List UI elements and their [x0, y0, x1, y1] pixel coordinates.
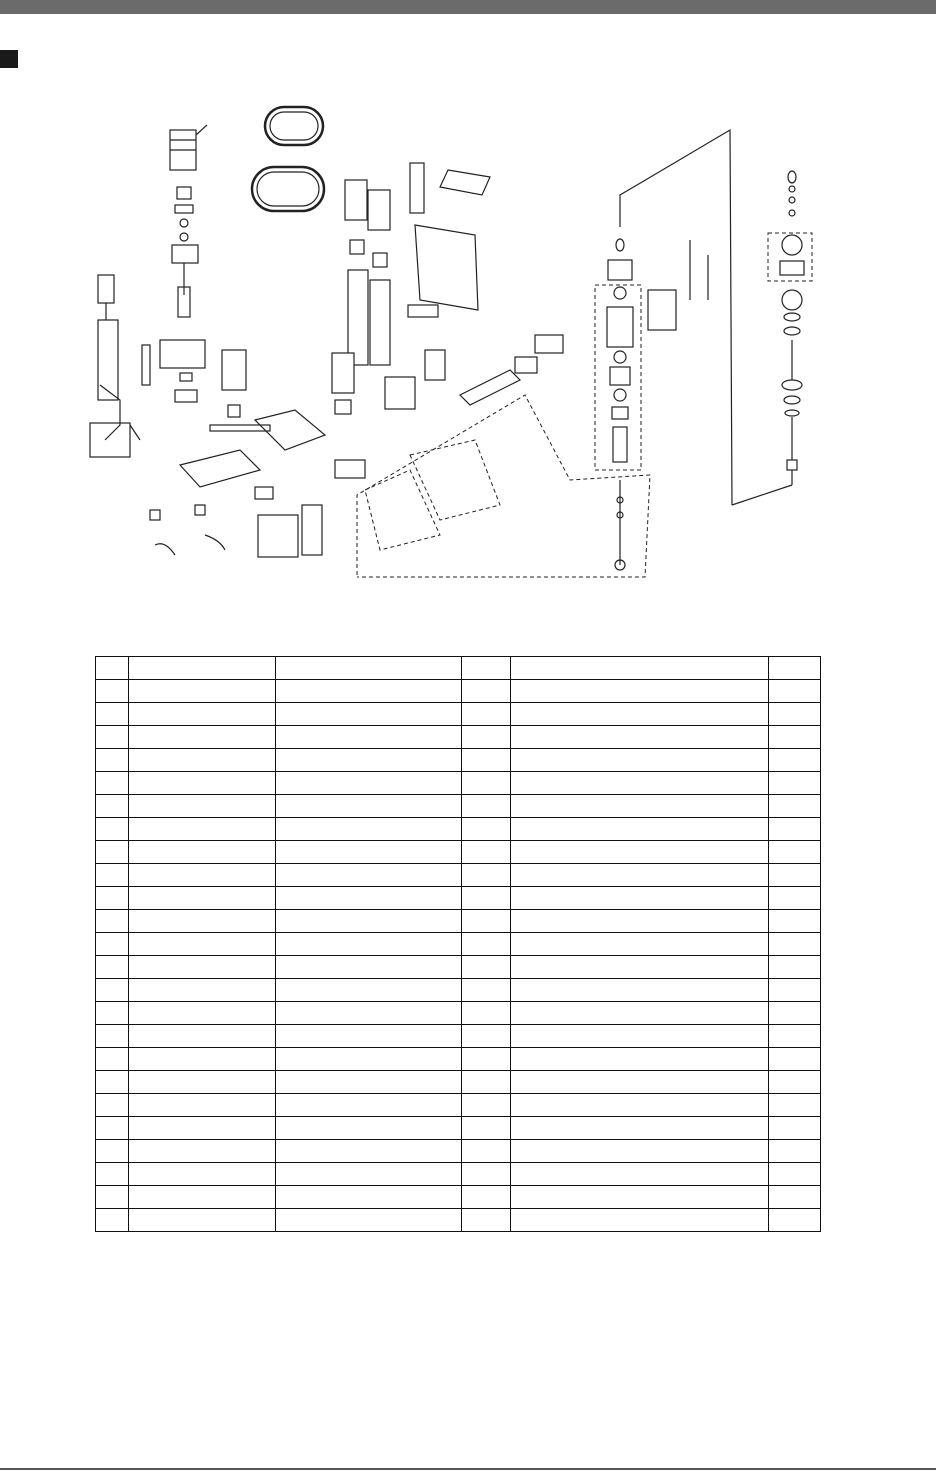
table-cell	[129, 1140, 276, 1163]
table-cell	[511, 726, 769, 749]
table-row	[96, 726, 821, 749]
table-cell	[96, 1002, 129, 1025]
table-row	[96, 1186, 821, 1209]
table-cell	[462, 1025, 511, 1048]
table-cell	[129, 841, 276, 864]
table-cell	[511, 910, 769, 933]
table-cell	[129, 1117, 276, 1140]
table-cell	[462, 657, 511, 680]
table-cell	[276, 1209, 462, 1232]
table-cell	[769, 749, 821, 772]
table-cell	[511, 818, 769, 841]
table-cell	[129, 818, 276, 841]
table-cell	[769, 703, 821, 726]
table-cell	[129, 795, 276, 818]
table-row	[96, 818, 821, 841]
table-cell	[769, 680, 821, 703]
table-cell	[276, 749, 462, 772]
table-cell	[462, 841, 511, 864]
footer-rule	[0, 1468, 936, 1470]
table-cell	[129, 887, 276, 910]
table-cell	[462, 795, 511, 818]
table-cell	[769, 841, 821, 864]
table-row	[96, 1117, 821, 1140]
table-cell	[129, 1094, 276, 1117]
table-cell	[96, 795, 129, 818]
table-cell	[769, 1002, 821, 1025]
table-cell	[511, 657, 769, 680]
table-row	[96, 933, 821, 956]
table-cell	[462, 1048, 511, 1071]
table-cell	[769, 1048, 821, 1071]
table-row	[96, 1071, 821, 1094]
table-cell	[462, 933, 511, 956]
table-cell	[276, 818, 462, 841]
table-cell	[769, 933, 821, 956]
table-cell	[769, 657, 821, 680]
table-cell	[129, 910, 276, 933]
table-cell	[129, 1163, 276, 1186]
table-cell	[276, 1186, 462, 1209]
table-cell	[129, 933, 276, 956]
table-cell	[96, 1025, 129, 1048]
table-cell	[769, 795, 821, 818]
table-cell	[96, 933, 129, 956]
table-cell	[769, 979, 821, 1002]
table-cell	[129, 1186, 276, 1209]
table-cell	[462, 1117, 511, 1140]
table-cell	[96, 1209, 129, 1232]
table-cell	[462, 1071, 511, 1094]
table-cell	[276, 1163, 462, 1186]
table-cell	[129, 726, 276, 749]
table-row	[96, 657, 821, 680]
table-cell	[96, 1094, 129, 1117]
table-cell	[511, 680, 769, 703]
table-cell	[769, 910, 821, 933]
table-cell	[129, 956, 276, 979]
table-cell	[96, 1186, 129, 1209]
table-cell	[769, 818, 821, 841]
table-row	[96, 795, 821, 818]
table-cell	[511, 979, 769, 1002]
table-cell	[769, 1140, 821, 1163]
table-cell	[511, 1117, 769, 1140]
table-cell	[129, 1025, 276, 1048]
table-cell	[276, 979, 462, 1002]
table-cell	[769, 772, 821, 795]
table-row	[96, 887, 821, 910]
table-cell	[511, 1163, 769, 1186]
table-cell	[276, 795, 462, 818]
table-cell	[276, 680, 462, 703]
table-cell	[511, 864, 769, 887]
table-row	[96, 1025, 821, 1048]
table-cell	[511, 1209, 769, 1232]
table-cell	[96, 956, 129, 979]
table-cell	[769, 1071, 821, 1094]
table-row	[96, 979, 821, 1002]
table-row	[96, 1163, 821, 1186]
table-cell	[769, 887, 821, 910]
table-cell	[511, 795, 769, 818]
table-row	[96, 749, 821, 772]
table-cell	[462, 979, 511, 1002]
table-cell	[96, 1071, 129, 1094]
table-cell	[129, 772, 276, 795]
table-row	[96, 680, 821, 703]
table-cell	[511, 1186, 769, 1209]
table-row	[96, 1002, 821, 1025]
table-cell	[769, 1163, 821, 1186]
table-cell	[96, 749, 129, 772]
table-row	[96, 772, 821, 795]
table-cell	[276, 1002, 462, 1025]
table-cell	[276, 1048, 462, 1071]
table-cell	[462, 1186, 511, 1209]
table-cell	[511, 841, 769, 864]
table-cell	[96, 1140, 129, 1163]
table-cell	[96, 772, 129, 795]
table-cell	[96, 680, 129, 703]
table-cell	[769, 1025, 821, 1048]
table-cell	[511, 1048, 769, 1071]
table-cell	[511, 772, 769, 795]
table-cell	[129, 979, 276, 1002]
table-cell	[276, 841, 462, 864]
table-cell	[96, 887, 129, 910]
table-row	[96, 864, 821, 887]
table-row	[96, 703, 821, 726]
table-cell	[511, 1140, 769, 1163]
table-cell	[129, 864, 276, 887]
table-cell	[129, 657, 276, 680]
table-cell	[769, 1209, 821, 1232]
table-row	[96, 910, 821, 933]
table-cell	[462, 910, 511, 933]
table-cell	[96, 726, 129, 749]
table-cell	[511, 1094, 769, 1117]
table-cell	[276, 1094, 462, 1117]
exploded-parts-diagram	[80, 95, 860, 595]
table-cell	[511, 1002, 769, 1025]
table-cell	[276, 772, 462, 795]
table-cell	[511, 933, 769, 956]
table-row	[96, 1048, 821, 1071]
table-cell	[276, 1071, 462, 1094]
table-cell	[96, 864, 129, 887]
table-cell	[276, 956, 462, 979]
table-row	[96, 1209, 821, 1232]
table-cell	[276, 933, 462, 956]
table-cell	[511, 956, 769, 979]
table-cell	[276, 726, 462, 749]
table-cell	[462, 703, 511, 726]
table-cell	[769, 1094, 821, 1117]
table-cell	[462, 818, 511, 841]
table-cell	[276, 657, 462, 680]
table-cell	[129, 1209, 276, 1232]
table-cell	[96, 818, 129, 841]
table-cell	[769, 1117, 821, 1140]
table-cell	[462, 1094, 511, 1117]
table-cell	[769, 726, 821, 749]
table-row	[96, 1094, 821, 1117]
table-cell	[96, 1163, 129, 1186]
table-row	[96, 956, 821, 979]
table-cell	[276, 703, 462, 726]
table-cell	[276, 1025, 462, 1048]
table-cell	[276, 910, 462, 933]
table-cell	[462, 726, 511, 749]
table-cell	[462, 1140, 511, 1163]
table-cell	[276, 1117, 462, 1140]
table-cell	[276, 864, 462, 887]
table-cell	[462, 772, 511, 795]
table-cell	[462, 864, 511, 887]
table-cell	[129, 703, 276, 726]
motor-left-top	[170, 125, 207, 170]
table-cell	[769, 864, 821, 887]
parts-table-body	[96, 657, 821, 1232]
section-marker	[0, 50, 18, 68]
table-cell	[511, 1071, 769, 1094]
table-cell	[511, 1025, 769, 1048]
table-cell	[769, 956, 821, 979]
table-cell	[96, 703, 129, 726]
table-cell	[276, 1140, 462, 1163]
table-cell	[96, 1048, 129, 1071]
table-cell	[129, 749, 276, 772]
table-cell	[129, 1002, 276, 1025]
table-cell	[462, 680, 511, 703]
table-cell	[462, 749, 511, 772]
table-cell	[276, 887, 462, 910]
table-cell	[129, 680, 276, 703]
table-cell	[96, 1117, 129, 1140]
table-cell	[462, 1163, 511, 1186]
table-cell	[511, 703, 769, 726]
belt-upper	[265, 107, 323, 145]
table-cell	[96, 979, 129, 1002]
table-row	[96, 841, 821, 864]
table-cell	[769, 1186, 821, 1209]
table-cell	[96, 841, 129, 864]
parts-table	[95, 656, 821, 1232]
table-row	[96, 1140, 821, 1163]
table-cell	[511, 749, 769, 772]
table-cell	[462, 1209, 511, 1232]
table-cell	[129, 1048, 276, 1071]
table-cell	[96, 910, 129, 933]
table-cell	[462, 887, 511, 910]
table-cell	[129, 1071, 276, 1094]
belt-lower	[252, 167, 324, 211]
table-cell	[462, 1002, 511, 1025]
table-cell	[462, 956, 511, 979]
header-bar	[0, 0, 936, 14]
table-cell	[511, 887, 769, 910]
table-cell	[96, 657, 129, 680]
